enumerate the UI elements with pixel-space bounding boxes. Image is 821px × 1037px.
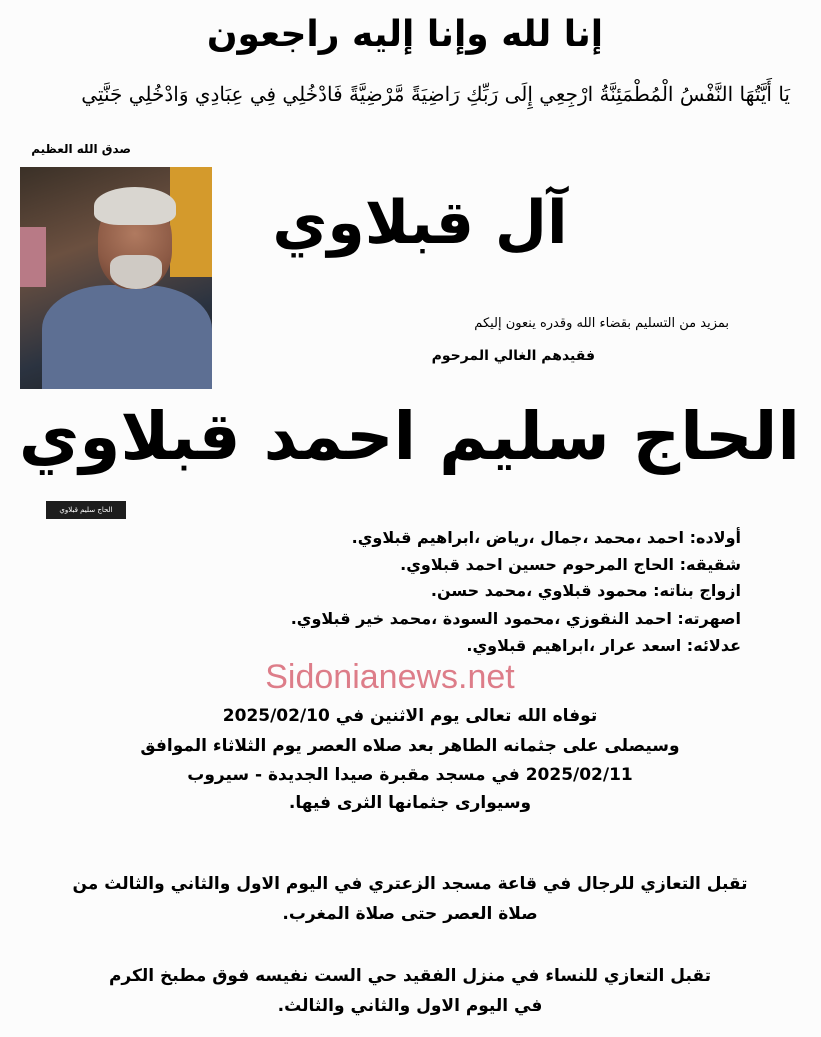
relatives-sons-in-law: ازواج بناته: محمود قبلاوي ،محمد حسن. [430, 581, 741, 600]
relatives-brothers-in-law: عدلائه: اسعد عرار ،ابراهيم قبلاوي. [466, 636, 741, 655]
family-name: آل قبلاوي [272, 188, 568, 258]
deceased-name: الحاج سليم احمد قبلاوي [18, 398, 800, 475]
condolences-men-line-2: صلاة العصر حتى صلاة المغرب. [282, 904, 538, 924]
photo-caption: الحاج سليم قبلاوي [46, 501, 126, 519]
condolences-women-line-2: في اليوم الاول والثاني والثالث. [277, 996, 543, 1016]
portrait-photo [20, 167, 212, 514]
relatives-sons: أولاده: احمد ،محمد ،جمال ،رياض ،ابراهيم قبلاوي. [351, 528, 741, 547]
relatives-in-laws: اصهرته: احمد النقوزي ،محمود السودة ،محمد خير قبلاوي. [290, 609, 741, 628]
announcement-line-2: فقيدهم الغالي المرحوم [431, 348, 595, 364]
funeral-line-4: وسيوارى جثمانها الثرى فيها. [288, 793, 532, 813]
relatives-brother: شقيقه: الحاج المرحوم حسين احمد قبلاوي. [400, 555, 741, 574]
istirja-heading: إنا لله وإنا إليه راجعون [206, 14, 604, 55]
condolences-women-line-1: تقبل التعازي للنساء في منزل الفقيد حي الست نفيسه فوق مطبخ الكرم [108, 966, 712, 986]
portrait-image [20, 167, 212, 389]
site-watermark: Sidonianews.net [265, 658, 515, 696]
quran-verse: يَا أَيَّتُهَا النَّفْسُ الْمُطْمَئِنَّةُ ارْجِعِي إِلَى رَبِّكِ رَاضِيَةً مَّرْضِيَّةً فَادْخُلِي فِي عِبَادِي وَادْخُلِي جَنَّتِي [81, 82, 790, 106]
condolences-men-line-1: تقبل التعازي للرجال في قاعة مسجد الزعتري في اليوم الاول والثاني والثالث من [72, 874, 748, 894]
sadaq-text: صدق الله العظيم [31, 142, 131, 156]
funeral-line-2: وسيصلى على جثمانه الطاهر بعد صلاه العصر يوم الثلاثاء الموافق [140, 736, 680, 756]
announcement-line-1: بمزيد من التسليم بقضاء الله وقدره ينعون إليكم [474, 316, 729, 331]
funeral-line-1: توفاه الله تعالى يوم الاثنين في 2025/02/10 [222, 706, 598, 726]
funeral-line-3: 2025/02/11 في مسجد مقبرة صيدا الجديدة - سيروب [187, 765, 633, 785]
